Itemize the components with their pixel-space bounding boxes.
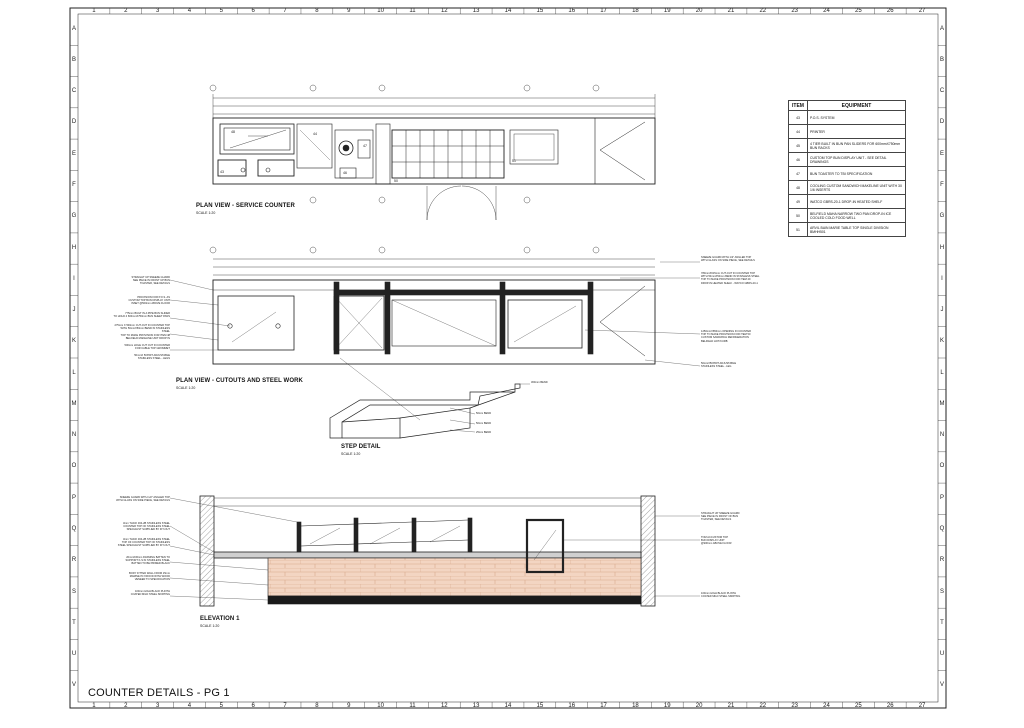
grid-row-label: O xyxy=(71,463,77,470)
grid-row-label: J xyxy=(72,307,76,314)
grid-column-label: 20 xyxy=(695,703,703,709)
cut-note-left-2: PROVISION FOR P.O.S. AS CUSTOM TOP BUN DISPLAY UNIT INSET @500mm ABOVE FLOOR xyxy=(128,296,170,306)
grid-row-label: M xyxy=(939,400,945,407)
grid-row-label: T xyxy=(72,619,76,626)
table-row xyxy=(789,125,906,139)
elev-note-left-4: 20mmX30mm FRAMING BATTEN TO SUPPORT K-S IN STAINLESS STEEL BATTEN TO BE PRIMED BLACK xyxy=(125,556,170,566)
grid-row-label: A xyxy=(939,25,944,32)
table-row xyxy=(789,111,906,125)
item-number: 47 xyxy=(789,167,808,181)
grid-column-label: 21 xyxy=(727,703,735,709)
item-number: 44 xyxy=(789,125,808,139)
grid-row-label: C xyxy=(71,88,77,95)
grid-column-label: 7 xyxy=(283,8,287,14)
elev-note-left-6: 100mm HIGH BLACK PLINTH COATED MILD STEEL SKIRTING xyxy=(130,590,170,597)
grid-column-label: 11 xyxy=(409,703,416,709)
grid-row-label: G xyxy=(939,213,945,220)
elev-note-right-2: TOM ACCUSTOM TOP BUN DISPLAY UNIT @900mm ABOVE FLOOR xyxy=(701,536,732,546)
grid-column-label: 4 xyxy=(187,703,192,709)
table-header-equipment: EQUIPMENT xyxy=(808,101,906,111)
grid-column-label: 17 xyxy=(600,703,607,709)
grid-column-label: 25 xyxy=(855,8,862,14)
grid-column-label: 19 xyxy=(663,703,671,709)
grid-column-label: 3 xyxy=(155,8,160,14)
grid-column-label: 4 xyxy=(187,8,192,14)
tag-43: 43 xyxy=(220,170,224,174)
item-number: 43 xyxy=(789,111,808,125)
grid-column-label: 14 xyxy=(504,703,512,709)
grid-column-label: 15 xyxy=(536,703,544,709)
grid-column-label: 20 xyxy=(695,8,703,14)
tag-48: 50 xyxy=(394,179,398,183)
equipment-table-body xyxy=(789,111,906,237)
grid-column-label: 10 xyxy=(377,703,384,709)
item-number: 50 xyxy=(789,209,808,223)
grid-column-label: 13 xyxy=(472,703,480,709)
cut-note-left-5: 500mm HOLE CUT OUT IN COUNTER FOR CABLE TOP GROMMET xyxy=(124,344,170,351)
step-detail-title: STEP DETAIL xyxy=(341,444,381,450)
step-note-4: 25mm BEND xyxy=(476,431,492,434)
plan-cutouts-title: PLAN VIEW - CUTOUTS AND STEEL WORK xyxy=(176,378,303,384)
grid-row-label: M xyxy=(71,400,77,407)
plan-service-title: PLAN VIEW - SERVICE COUNTER xyxy=(196,203,295,209)
grid-row-label: D xyxy=(71,119,77,126)
grid-row-label: J xyxy=(940,307,944,314)
step-note-1: 300mm BEND xyxy=(531,381,548,384)
grid-column-label: 12 xyxy=(440,8,448,14)
grid-column-label: 5 xyxy=(219,703,223,709)
cut-note-left-6: 50mmX 50X50T ADJUSTABLE STAINLESS STEEL - LEGS xyxy=(134,354,170,361)
grid-column-label: 21 xyxy=(727,8,735,14)
cut-note-right-3: 1250mmX650mm OPENING IN COUNTER TOP TO MAKE PROVISION FOR ITEM 50 CUSTOM SANDWICH REFRIGERATION BELFIELD HOT/CURB xyxy=(701,330,752,343)
grid-column-label: 24 xyxy=(823,703,830,709)
grid-column-label: 13 xyxy=(472,8,480,14)
grid-column-label: 15 xyxy=(536,8,544,14)
table-row xyxy=(789,167,906,181)
elev-note-left-5: BODY FITTED WALL FROM 15mm MARINE PLYWOOD WITH WOOD VENEER TO SPECIFICATION xyxy=(129,572,170,582)
grid-column-label: 24 xyxy=(823,8,830,14)
cut-note-right-2: 780mmX615mm CUT-OUT IN COUNTER TOP WITH 50mmX50mm BEND IN STAINLESS STEEL TOP TO MAKE PROVISION FOR ITEM 49 DROP-IN HEATED SHELF - WATCO GBRS-20-1 xyxy=(701,272,760,285)
grid-row-label: H xyxy=(71,244,77,251)
grid-column-label: 23 xyxy=(791,8,798,14)
grid-row-label: Q xyxy=(939,526,945,532)
step-detail-scale: SCALE 1:20 xyxy=(341,452,361,456)
item-number: 49 xyxy=(789,195,808,209)
grid-column-label: 27 xyxy=(918,703,926,709)
elevation-1-drawing xyxy=(170,496,700,606)
grid-row-label: T xyxy=(940,619,944,626)
equipment-description: PRINTER xyxy=(808,125,906,139)
equipment-description: P.O.S. SYSTEM xyxy=(808,111,906,125)
table-row xyxy=(789,139,906,153)
tag-46: 46 xyxy=(343,171,347,175)
grid-row-label: D xyxy=(939,119,945,126)
plan-view-service-counter xyxy=(210,85,655,220)
tag-47: 47 xyxy=(363,144,367,148)
step-note-3: 50mm BEND xyxy=(476,422,492,425)
grid-row-label: E xyxy=(71,150,76,157)
plan-cutouts-scale: SCALE 1:20 xyxy=(176,386,196,390)
grid-row-label: I xyxy=(941,275,943,282)
grid-column-label: 8 xyxy=(315,8,319,14)
cut-note-right-1: SNEEZE GUARD WITH 1/2" ANGLED TOP WITH GLASS ON SIDE PIECE, SEE DETAILS xyxy=(701,256,755,263)
cut-note-left-3: 775mm BUILT IN A PIPE BUN SLIDER TO HOLD 4 600mmX750mm BUN SHEET PANS xyxy=(113,312,170,319)
grid-column-label: 14 xyxy=(504,8,512,14)
step-note-2: 50mm BEND xyxy=(476,412,492,415)
grid-column-label: 26 xyxy=(886,8,894,14)
grid-column-label: 10 xyxy=(377,8,384,14)
item-number: 46 xyxy=(789,153,808,167)
grid-row-label: Q xyxy=(71,526,77,532)
grid-row-label: F xyxy=(72,182,76,188)
item-number: 45 xyxy=(789,139,808,153)
grid-column-label: 1 xyxy=(92,8,96,14)
cut-note-left-4: 275mm X 500mm CUT-OUT IN COUNTER TOP WITH 50mmX50mm BEND IN STAINLESS STEEL TOP TO MAKE PROVISION FOR ITEM 48 BELFIELD MAKELINE UNIT DROP IN xyxy=(114,324,170,340)
grid-column-label: 9 xyxy=(347,8,351,14)
item-number: 51 xyxy=(789,223,808,237)
grid-column-label: 3 xyxy=(155,703,160,709)
table-row xyxy=(789,181,906,195)
grid-row-label: S xyxy=(71,588,76,595)
grid-row-label: O xyxy=(939,463,945,470)
tag-44: 44 xyxy=(313,132,317,136)
table-row xyxy=(789,209,906,223)
grid-column-label: 5 xyxy=(219,8,223,14)
cut-note-right-4: 50mmX50X50T ADJUSTABLE STAINLESS STEEL - LEG xyxy=(701,362,737,369)
grid-row-label: H xyxy=(939,244,945,251)
elevation-scale: SCALE 1:20 xyxy=(200,624,220,628)
grid-row-label: B xyxy=(939,56,944,63)
grid-row-label: G xyxy=(71,213,77,220)
table-row xyxy=(789,195,906,209)
grid-row-label: L xyxy=(72,369,76,376)
item-number: 48 xyxy=(789,181,808,195)
grid-row-label: P xyxy=(71,494,76,501)
table-header-item: ITEM xyxy=(789,101,808,111)
table-row xyxy=(789,153,906,167)
grid-row-label: K xyxy=(71,338,76,345)
cut-note-left-1: STRAIGHT UP SNEEZE GUARD SEE PIECE IN FRONT UP BUN TOASTER, SEE DETAILS xyxy=(131,276,170,286)
grid-row-label: R xyxy=(939,557,945,564)
equipment-description: COOLING CUSTOM SANDWICH MAKELINE UNIT WITH 3X 1/6 INSERTS xyxy=(808,181,906,195)
equipment-description: BUN TOASTER TO TBI SPECIFICATION xyxy=(808,167,906,181)
tag-51: 51 xyxy=(512,159,516,163)
equipment-description: 4 TIER BUILT IN BUN PAN SLIDERS FOR 600mmX750mm BUN RACKS xyxy=(808,139,906,153)
grid-column-label: 26 xyxy=(886,703,894,709)
elev-note-right-1: STRAIGHT UP SNEEZE GUARD SEE PIECE IN FRONT OF BUN TOASTER, SEE DETAILS xyxy=(701,512,740,522)
grid-row-label: R xyxy=(71,557,77,564)
grid-column-label: 16 xyxy=(568,8,576,14)
elev-note-left-3: 3mm THICK 304-2B STAINLESS STEEL TOP OF COUNTER TOP OF STAINLESS STEEL SPECIALIST SUPPLIED BY FIT-OUT xyxy=(117,538,170,548)
grid-column-label: 2 xyxy=(124,8,128,14)
equipment-description: WATCO GBRS-20-1 DROP-IN HEATED SHELF xyxy=(808,195,906,209)
grid-column-label: 22 xyxy=(759,703,767,709)
grid-column-label: 18 xyxy=(632,703,639,709)
table-row xyxy=(789,223,906,237)
equipment-table xyxy=(788,100,906,237)
grid-row-label: U xyxy=(71,651,77,658)
grid-column-label: 17 xyxy=(600,8,607,14)
equipment-description: CUSTOM TOP BUN DISPLAY UNIT - SEE DETAIL DRAWINGS xyxy=(808,153,906,167)
grid-column-label: 16 xyxy=(568,703,576,709)
grid-row-label: F xyxy=(940,182,944,188)
grid-column-label: 7 xyxy=(283,703,287,709)
grid-column-label: 8 xyxy=(315,703,319,709)
plan-service-scale: SCALE 1:20 xyxy=(196,211,216,215)
grid-column-label: 1 xyxy=(92,703,96,709)
grid-row-label: V xyxy=(71,682,76,689)
grid-column-label: 22 xyxy=(759,8,767,14)
grid-column-label: 12 xyxy=(440,703,448,709)
grid-column-label: 11 xyxy=(409,8,416,14)
elev-note-left-2: 3mm THICK 304-2B STAINLESS STEEL COUNTER TOP OF STAINLESS STEEL SPECIALIST SUPPLIED BY FIT-OUT xyxy=(122,522,170,532)
elev-note-right-3: 100mm HIGH BLACK PLINTH COATED MILD STEEL SKIRTING xyxy=(701,592,741,599)
grid-column-label: 6 xyxy=(251,8,255,14)
grid-column-label: 9 xyxy=(347,703,351,709)
elevation-title: ELEVATION 1 xyxy=(200,616,240,622)
grid-row-label: L xyxy=(940,369,944,376)
grid-row-label: N xyxy=(71,432,77,439)
grid-column-label: 27 xyxy=(918,8,926,14)
grid-row-label: C xyxy=(939,88,945,95)
grid-row-label: A xyxy=(71,25,76,32)
equipment-description: ARVIL BAIN MARIE TABLE TOP SINGLE DIVISION BMHH501 xyxy=(808,223,906,237)
elev-note-left-1: SNEEZE GUARD WITH 1/2" ANGLED TOP WITH GLASS ON SIDE PIECE, SEE DETAILS xyxy=(116,496,170,503)
step-detail-drawing xyxy=(330,384,530,438)
grid-row-label: I xyxy=(73,275,75,282)
grid-column-label: 6 xyxy=(251,703,255,709)
equipment-description: BELFIELD MAHA NARROW TWO PAN DROP-IN ICE COOLED COLD FOOD WELL xyxy=(808,209,906,223)
grid-column-label: 19 xyxy=(663,8,671,14)
grid-row-label: N xyxy=(939,432,945,439)
sheet-title: COUNTER DETAILS - PG 1 xyxy=(88,687,230,699)
grid-row-label: E xyxy=(939,150,944,157)
grid-column-label: 25 xyxy=(855,703,862,709)
grid-row-label: V xyxy=(939,682,944,689)
plan-view-cutouts xyxy=(170,247,700,420)
grid-row-label: B xyxy=(71,56,76,63)
grid-column-label: 18 xyxy=(632,8,639,14)
grid-row-label: P xyxy=(939,494,944,501)
grid-column-label: 23 xyxy=(791,703,798,709)
grid-row-label: K xyxy=(939,338,944,345)
grid-row-label: U xyxy=(939,651,945,658)
grid-row-label: S xyxy=(939,588,944,595)
tag-50: 48 xyxy=(231,130,235,134)
grid-column-label: 2 xyxy=(124,703,128,709)
